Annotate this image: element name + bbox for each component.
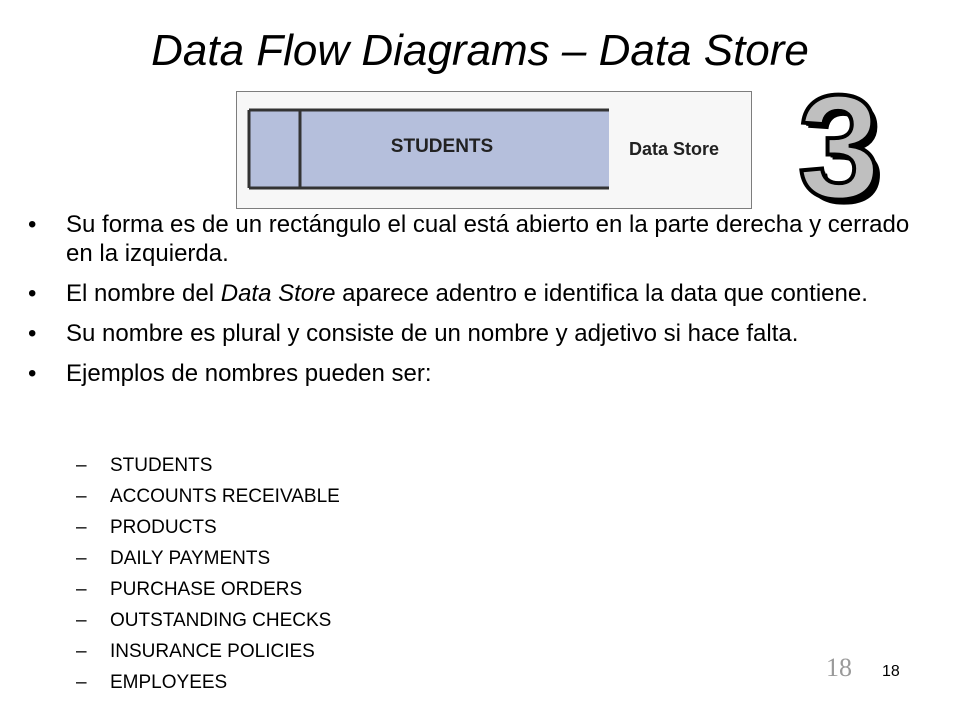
example-item <box>76 455 340 477</box>
example-item <box>76 517 340 539</box>
data-store-caption: Data Store <box>629 139 720 159</box>
page-number-watermark: 18 <box>826 653 852 682</box>
bullet-item <box>28 359 938 388</box>
example-text: OUTSTANDING CHECKS <box>110 610 332 631</box>
example-item <box>76 579 340 601</box>
sub-marker: – <box>76 486 87 507</box>
bullet-text-cont: aparece adentro e identifica la data que contiene. <box>335 280 868 307</box>
example-text: EMPLOYEES <box>110 672 228 693</box>
example-item <box>76 486 340 508</box>
data-store-label: STUDENTS <box>390 136 494 157</box>
sub-marker: – <box>76 641 87 662</box>
sub-marker: – <box>76 610 87 631</box>
sub-marker: – <box>76 579 87 600</box>
slide-title: Data Flow Diagrams – Data Store <box>151 26 809 75</box>
bullet-marker: • <box>28 320 37 347</box>
sub-marker: – <box>76 672 87 693</box>
example-item <box>76 610 340 632</box>
bullet-marker: • <box>28 360 37 387</box>
slide-number-graphic: 3 <box>798 65 881 230</box>
bullet-marker: • <box>28 280 37 307</box>
examples-list <box>76 455 340 703</box>
sub-marker: – <box>76 455 87 476</box>
sub-marker: – <box>76 517 87 538</box>
bullet-text: Su forma es de un rectángulo el cual está abierto en la parte derecha y cerrado en la izquierda. <box>66 211 910 267</box>
sub-marker: – <box>76 548 87 569</box>
example-item <box>76 641 340 663</box>
example-text: ACCOUNTS RECEIVABLE <box>110 486 340 507</box>
bullet-item <box>28 279 938 308</box>
example-text: PRODUCTS <box>110 517 217 538</box>
bullet-list <box>28 210 938 399</box>
example-text: DAILY PAYMENTS <box>110 548 271 569</box>
example-item <box>76 672 340 694</box>
bullet-text: Ejemplos de nombres pueden ser: <box>66 360 432 387</box>
page-number: 18 <box>882 663 900 680</box>
bullet-item <box>28 319 938 348</box>
example-text: INSURANCE POLICIES <box>110 641 315 662</box>
bullet-marker: • <box>28 211 37 238</box>
bullet-emphasis: Data Store <box>220 280 336 307</box>
bullet-item <box>28 210 938 268</box>
example-text: STUDENTS <box>110 455 213 476</box>
data-store-figure <box>236 91 752 209</box>
bullet-text: El nombre del <box>66 280 221 307</box>
example-text: PURCHASE ORDERS <box>110 579 303 600</box>
bullet-text: Su nombre es plural y consiste de un nombre y adjetivo si hace falta. <box>66 320 799 347</box>
example-item <box>76 548 340 570</box>
